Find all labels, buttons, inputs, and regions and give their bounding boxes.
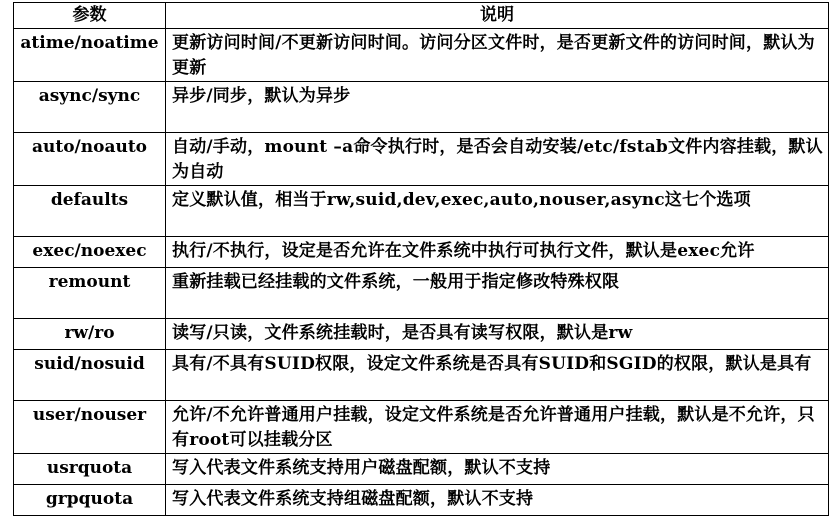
desc-cell: 重新挂载已经挂载的文件系统，一般用于指定修改特殊权限 (166, 268, 829, 319)
table-row (14, 237, 829, 268)
desc-cell: 写入代表文件系统支持用户磁盘配额，默认不支持 (166, 454, 829, 485)
param-cell: remount (14, 268, 166, 319)
param-cell: auto/noauto (14, 133, 166, 186)
desc-cell: 定义默认值，相当于rw,suid,dev,exec,auto,nouser,async这七个选项 (166, 186, 829, 237)
table-row (14, 454, 829, 485)
desc-cell: 自动/手动，mount –a命令执行时，是否会自动安装/etc/fstab文件内容挂载，默认为自动 (166, 133, 829, 186)
table-row (14, 29, 829, 82)
param-cell: atime/noatime (14, 29, 166, 82)
param-cell: exec/noexec (14, 237, 166, 268)
header-desc: 说明 (166, 3, 829, 29)
table-row (14, 350, 829, 401)
table-row (14, 401, 829, 454)
param-cell: usrquota (14, 454, 166, 485)
header-row (14, 3, 829, 29)
desc-cell: 允许/不允许普通用户挂载，设定文件系统是否允许普通用户挂载，默认是不允许，只有root可以挂载分区 (166, 401, 829, 454)
param-cell: rw/ro (14, 319, 166, 350)
desc-cell: 写入代表文件系统支持组磁盘配额，默认不支持 (166, 485, 829, 516)
desc-cell: 执行/不执行，设定是否允许在文件系统中执行可执行文件，默认是exec允许 (166, 237, 829, 268)
table-row (14, 268, 829, 319)
desc-cell: 读写/只读，文件系统挂载时，是否具有读写权限，默认是rw (166, 319, 829, 350)
param-cell: defaults (14, 186, 166, 237)
table-row (14, 82, 829, 133)
mount-options-table (13, 2, 829, 516)
table-row (14, 133, 829, 186)
param-cell: async/sync (14, 82, 166, 133)
desc-cell: 更新访问时间/不更新访问时间。访问分区文件时，是否更新文件的访问时间，默认为更新 (166, 29, 829, 82)
table-row (14, 319, 829, 350)
header-param: 参数 (14, 3, 166, 29)
table-row (14, 186, 829, 237)
param-cell: suid/nosuid (14, 350, 166, 401)
desc-cell: 异步/同步，默认为异步 (166, 82, 829, 133)
param-cell: user/nouser (14, 401, 166, 454)
param-cell: grpquota (14, 485, 166, 516)
table-row (14, 485, 829, 516)
desc-cell: 具有/不具有SUID权限，设定文件系统是否具有SUID和SGID的权限，默认是具有 (166, 350, 829, 401)
